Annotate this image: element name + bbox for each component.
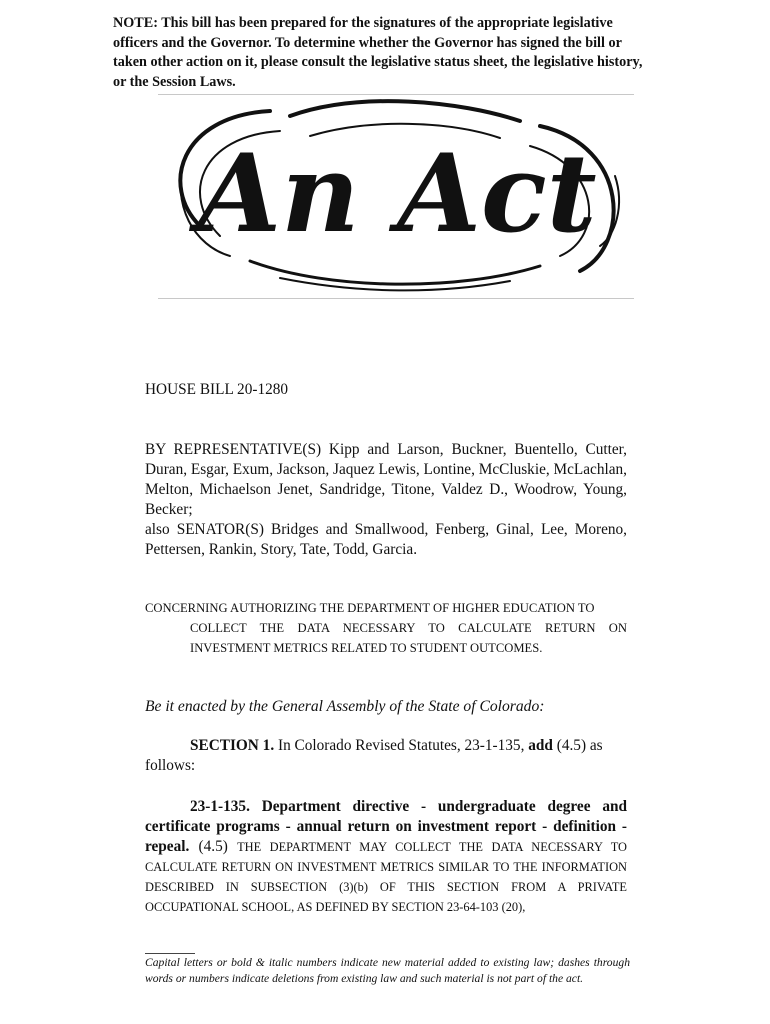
logo-text: An Act (197, 131, 597, 257)
header-rule-top (158, 94, 634, 95)
senators: also SENATOR(S) Bridges and Smallwood, Fenberg, Ginal, Lee, Moreno, Pettersen, Rankin, Story, Tate, Todd, Garcia. (145, 521, 627, 558)
statute-text (145, 797, 627, 917)
an-act-logo (160, 96, 635, 296)
bill-number: HOUSE BILL 20-1280 (145, 381, 289, 398)
concerning-clause (145, 598, 627, 658)
section-add: add (528, 737, 553, 754)
statute-header: 23-1-135. Department directive - undergraduate degree and certificate programs - annual return on investment report - definition - repeal. (145, 798, 627, 855)
header-rule-bottom (158, 298, 634, 299)
statute-body: THE DEPARTMENT MAY COLLECT THE DATA NECESSARY TO CALCULATE RETURN ON INVESTMENT METRICS SIMILAR TO THE INFORMATION DESCRIBED IN SUBSECTION (3)(b) OF THIS SECTION FROM A PRIVATE OCCUPATIONAL SCHOOL, AS DEFINED BY SECTION 23-64-103 (20), (145, 840, 628, 914)
representatives: BY REPRESENTATIVE(S) Kipp and Larson, Buckner, Buentello, Cutter, Duran, Esgar, Exum, Jackson, Jaquez Lewis, Lontine, McCluskie, McLachlan, Melton, Michaelson Jenet, Sandridge, Titone, Valdez D., Woodrow, Young, Becker; (145, 441, 627, 518)
statute-subsection: (4.5) (198, 838, 228, 855)
section-label: SECTION 1. (190, 737, 275, 754)
sponsors-block (145, 440, 627, 560)
concerning-first-line: CONCERNING AUTHORIZING THE DEPARTMENT OF HIGHER EDUCATION TO (145, 601, 595, 615)
footnote-rule (145, 953, 195, 954)
section-text-before: In Colorado Revised Statutes, 23-1-135, (277, 737, 525, 754)
enacting-clause: Be it enacted by the General Assembly of the State of Colorado: (145, 698, 545, 715)
section-1 (145, 736, 627, 776)
legislative-note: NOTE: This bill has been prepared for the signatures of the appropriate legislative officers and the Governor. To determine whether the Governor has signed the bill or taken other action on it, please consult the legislative status sheet, the legislative history, or the Session Laws. (113, 15, 643, 90)
footnote: Capital letters or bold & italic numbers indicate new material added to existing law; dashes through words or numbers indicate deletions from existing law and such material is not part of the act. (145, 956, 630, 985)
section-text-after: (4.5) as follows: (145, 737, 603, 774)
concerning-rest: COLLECT THE DATA NECESSARY TO CALCULATE RETURN ON INVESTMENT METRICS RELATED TO STUDENT OUTCOMES. (190, 621, 627, 655)
